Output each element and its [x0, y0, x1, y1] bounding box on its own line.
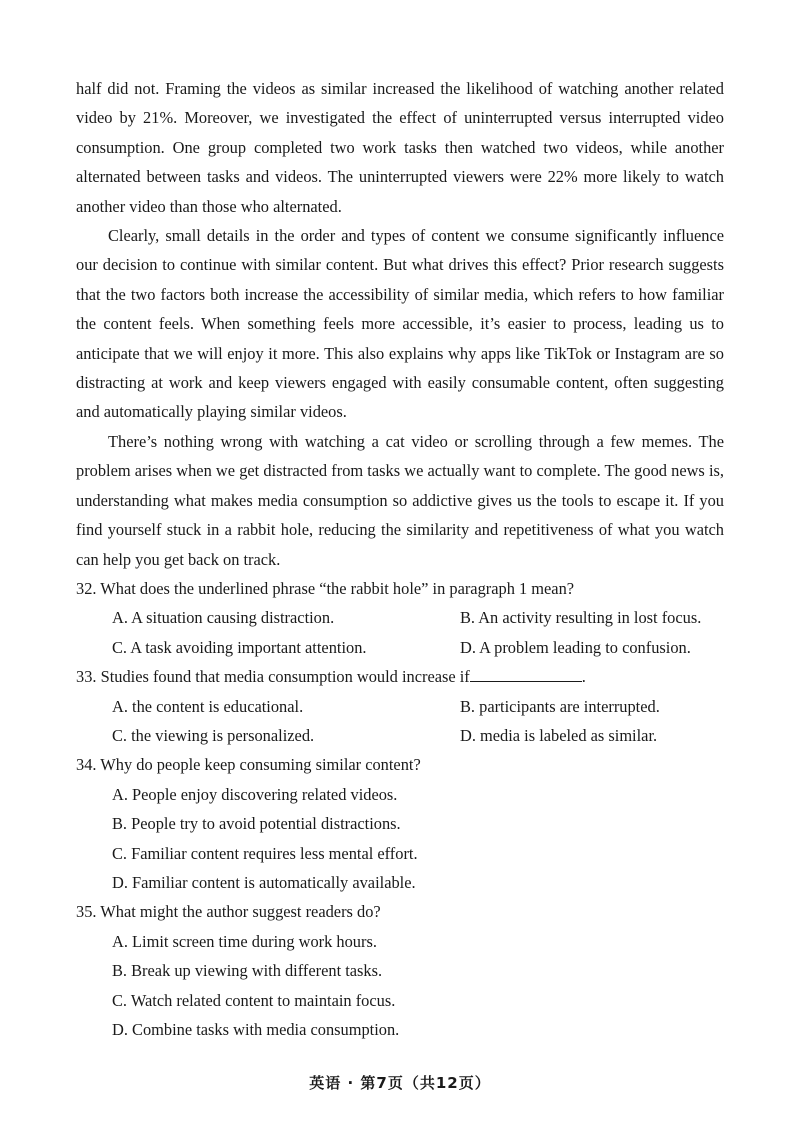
passage-paragraph: There’s nothing wrong with watching a cat video or scrolling through a few memes. The problem arises when we get distracted from tasks we actually want to complete. The good news is, understanding what makes media consumption so addictive gives us the tools to escape it. If you find yourself stuck in a rabbit hole, reducing the similarity and repetitiveness of what you watch can help you get back on track. [76, 431, 724, 569]
question-stem: 33. Studies found that media consumption would increase if [76, 667, 470, 687]
option-d: D. A problem leading to confusion. [460, 637, 691, 657]
option-b: B. Break up viewing with different tasks. [112, 961, 383, 981]
question-32 [76, 574, 724, 662]
question-options [76, 927, 724, 1045]
answer-blank [470, 667, 582, 682]
option-a: A. Limit screen time during work hours. [112, 931, 377, 951]
option-c: C. Watch related content to maintain focus. [112, 990, 396, 1010]
question-stem-end: . [581, 667, 586, 687]
option-d: D. Combine tasks with media consumption. [112, 1020, 400, 1039]
option-a: A. A situation causing distraction. [112, 608, 335, 628]
option-c: C. Familiar content requires less mental effort. [112, 843, 418, 863]
option-d: D. media is labeled as similar. [460, 725, 658, 745]
passage-paragraph: half did not. Framing the videos as similar increased the likelihood of watching another related video by 21%. Moreover, we investigated the effect of uninterrupted versus interrupted video consumption. One group completed two work tasks then watched two videos, while another alternated between tasks and videos. The uninterrupted viewers were 22% more likely to watch another video than those who alternated. [76, 79, 724, 216]
page-footer: 英语 · 第7页（共12页） [309, 1074, 491, 1092]
passage-paragraph: Clearly, small details in the order and types of content we consume significantly influence our decision to continue with similar content. But what drives this effect? Prior research suggests that the two factors both increase the accessibility of similar media, which refers to how familiar the content feels. When something feels more accessible, it’s easier to process, leading us to anticipate that we will enjoy it more. This also explains why apps like TikTok or Instagram are so distracting at work and keep viewers engaged with easily consumable content, often suggesting and automatically playing similar videos. [76, 226, 724, 422]
option-a: A. People enjoy discovering related videos. [112, 784, 398, 804]
option-c: C. the viewing is personalized. [112, 725, 315, 745]
option-a: A. the content is educational. [112, 696, 304, 716]
question-34 [76, 750, 724, 897]
question-options [76, 603, 724, 662]
question-stem: 35. What might the author suggest readers do? [76, 902, 381, 922]
question-33 [76, 662, 724, 750]
question-stem: 32. What does the underlined phrase “the rabbit hole” in paragraph 1 mean? [76, 578, 575, 598]
question-stem: 34. Why do people keep consuming similar content? [76, 755, 421, 775]
question-35 [76, 897, 724, 1044]
question-stem-line [76, 662, 724, 691]
option-b: B. An activity resulting in lost focus. [460, 608, 702, 628]
question-options [76, 692, 724, 751]
option-c: C. A task avoiding important attention. [112, 637, 367, 657]
option-b: B. People try to avoid potential distractions. [112, 814, 401, 834]
option-b: B. participants are interrupted. [460, 696, 660, 716]
question-options [76, 780, 724, 898]
option-d: D. Familiar content is automatically available. [112, 872, 416, 892]
